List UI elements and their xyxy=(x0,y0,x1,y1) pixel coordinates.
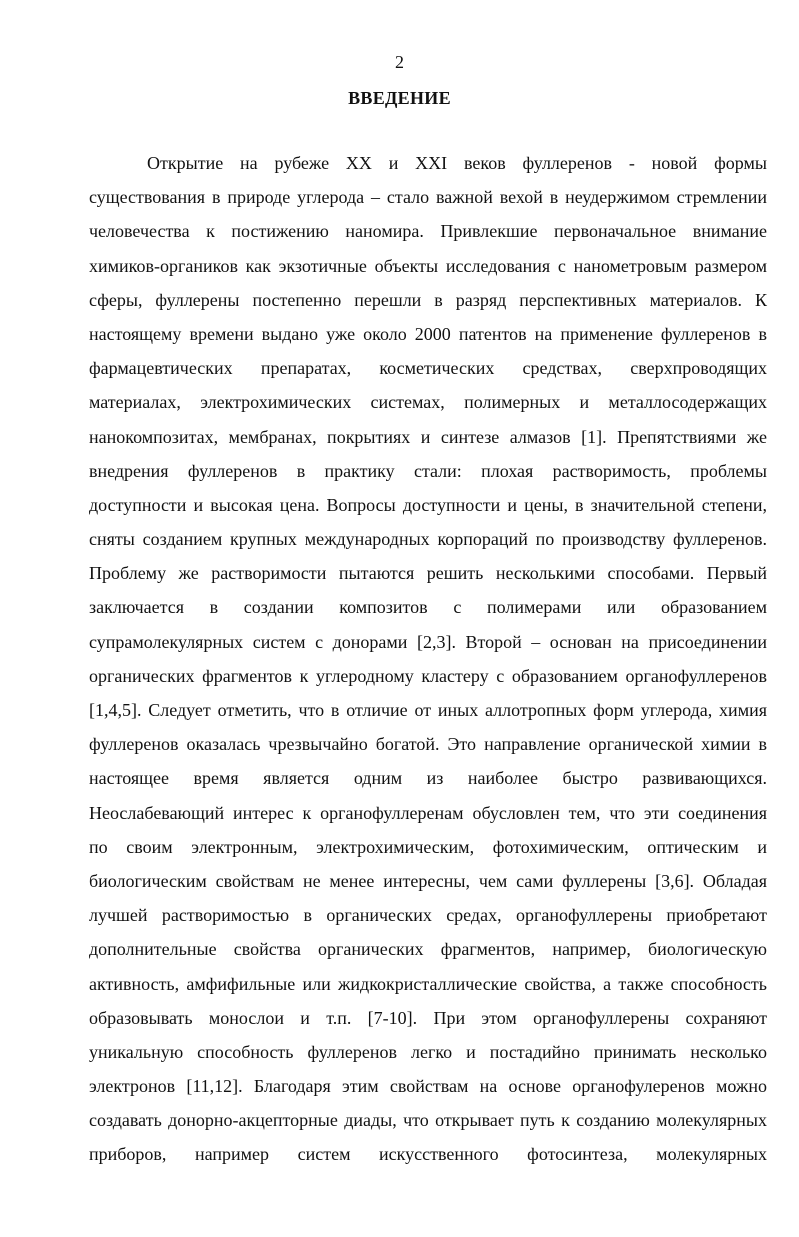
text-line: сферы, фуллерены постепенно перешли в разряд перспективных материалов. К xyxy=(89,289,767,310)
text-line: создавать донорно-акцепторные диады, что открывает путь к созданию молекулярных xyxy=(89,1110,767,1131)
text-line: человечества к постижению наномира. Привлекшие первоначальное внимание xyxy=(89,221,767,242)
text-line: настоящее время является одним из наиболее быстро развивающихся. xyxy=(89,768,767,789)
text-line: заключается в создании композитов с полимерами или образованием xyxy=(89,597,767,618)
text-line: активность, амфифильные или жидкокристаллические свойства, а также способность xyxy=(89,973,767,994)
text-line: внедрения фуллеренов в практику стали: плохая растворимость, проблемы xyxy=(89,460,767,481)
text-line: приборов, например систем искусственного фотосинтеза, молекулярных xyxy=(89,1144,767,1165)
text-line: фуллеренов оказалась чрезвычайно богатой. Это направление органической химии в xyxy=(89,734,767,755)
text-line: нанокомпозитах, мембранах, покрытиях и синтезе алмазов [1]. Препятствиями же xyxy=(89,426,767,447)
text-line: Проблему же растворимости пытаются решить несколькими способами. Первый xyxy=(89,563,767,584)
text-line: Неослабевающий интерес к органофуллеренам обусловлен тем, что эти соединения xyxy=(89,802,767,823)
text-line: уникальную способность фуллеренов легко и постадийно принимать несколько xyxy=(89,1041,767,1062)
text-line: органических фрагментов к углеродному кластеру с образованием органофуллеренов xyxy=(89,665,767,686)
text-line: сняты созданием крупных международных корпораций по производству фуллеренов. xyxy=(89,529,767,550)
text-line: образовывать монослои и т.п. [7-10]. При этом органофуллерены сохраняют xyxy=(89,1007,767,1028)
text-line: дополнительные свойства органических фрагментов, например, биологическую xyxy=(89,939,767,960)
section-heading: ВВЕДЕНИЕ xyxy=(348,88,451,108)
text-line: существования в природе углерода – стало важной вехой в неудержимом стремлении xyxy=(89,187,767,208)
text-line: фармацевтических препаратах, косметических средствах, сверхпроводящих xyxy=(89,358,767,379)
body-paragraph xyxy=(89,146,767,1172)
text-line: лучшей растворимостью в органических средах, органофуллерены приобретают xyxy=(89,905,767,926)
text-line: доступности и высокая цена. Вопросы доступности и цены, в значительной степени, xyxy=(89,494,767,515)
page-number: 2 xyxy=(395,52,404,72)
text-line: материалах, электрохимических системах, полимерных и металлосодержащих xyxy=(89,392,767,413)
text-line: биологическим свойствам не менее интересны, чем сами фуллерены [3,6]. Обладая xyxy=(89,870,767,891)
text-line: химиков-органиков как экзотичные объекты исследования с нанометровым размером xyxy=(89,255,767,276)
text-line: электронов [11,12]. Благодаря этим свойствам на основе органофулеренов можно xyxy=(89,1076,767,1097)
text-line: Открытие на рубеже XX и XXI веков фуллеренов - новой формы xyxy=(147,153,767,173)
text-line: настоящему времени выдано уже около 2000 патентов на применение фуллеренов в xyxy=(89,323,767,344)
text-line: по своим электронным, электрохимическим, фотохимическим, оптическим и xyxy=(89,836,767,857)
text-line: супрамолекулярных систем с донорами [2,3]. Второй – основан на присоединении xyxy=(89,631,767,652)
text-line: [1,4,5]. Следует отметить, что в отличие от иных аллотропных форм углерода, химия xyxy=(89,700,767,720)
